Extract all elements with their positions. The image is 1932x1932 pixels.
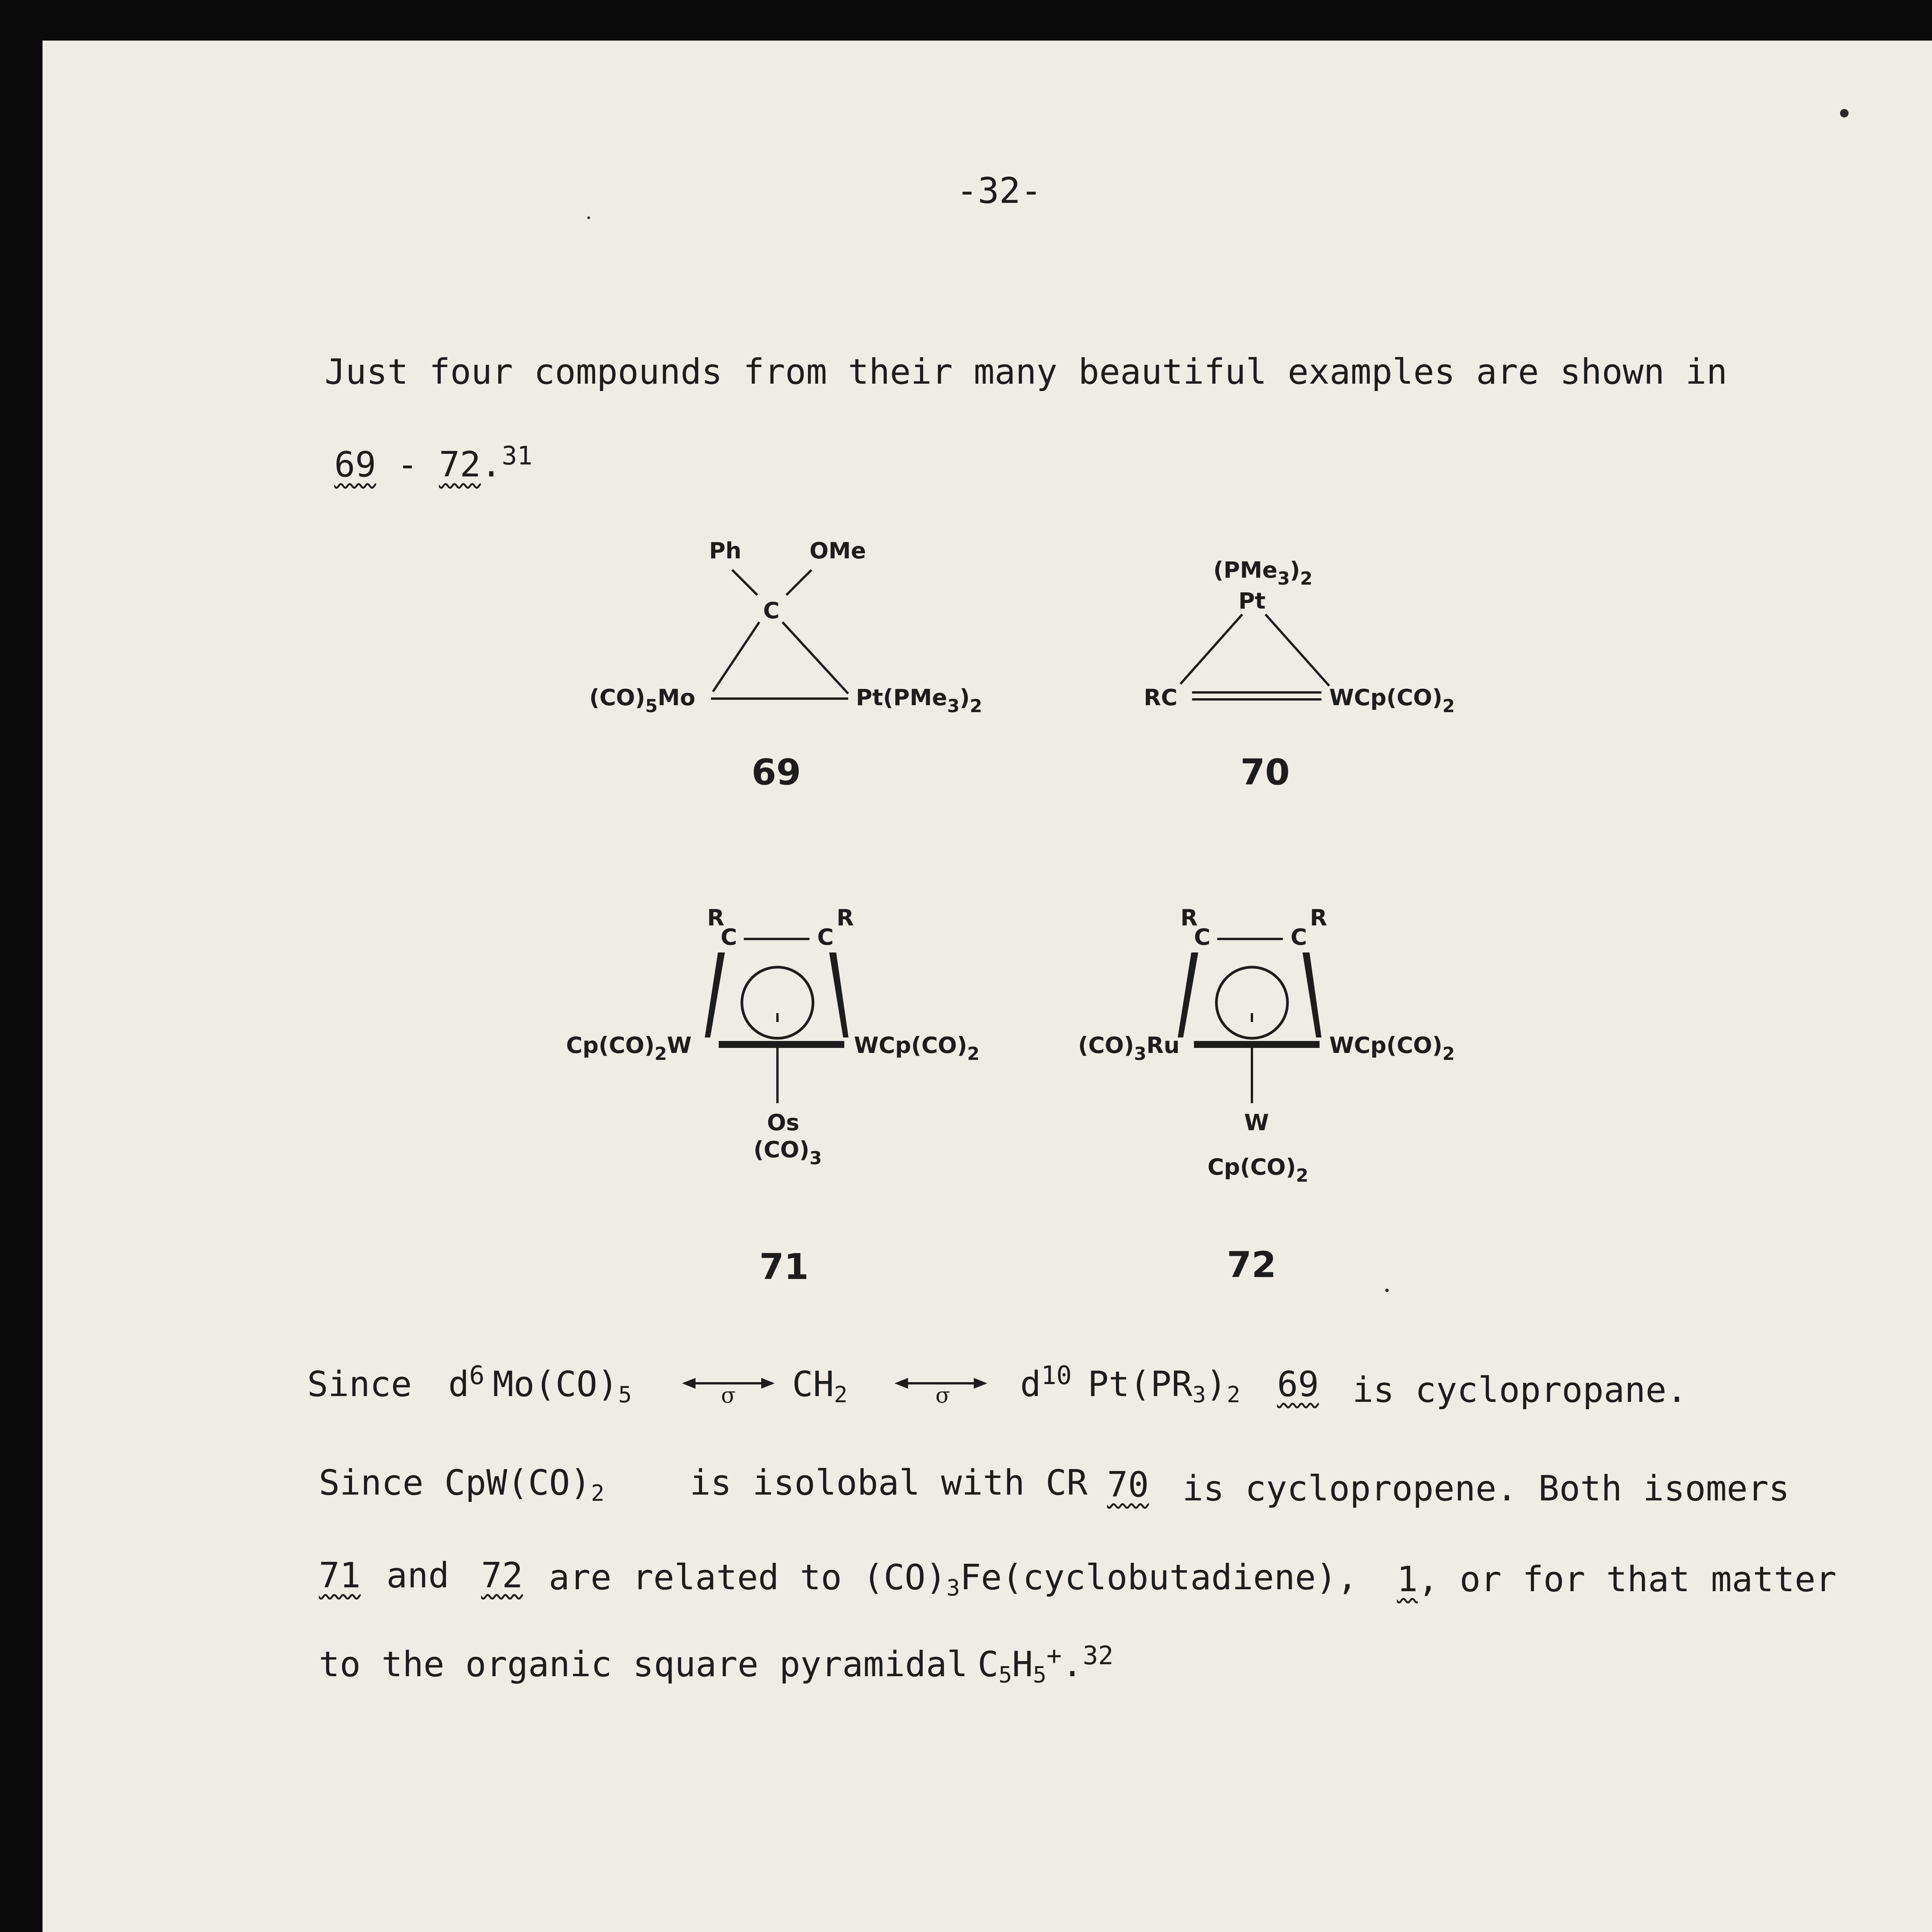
para-d6-d: d bbox=[448, 1364, 469, 1405]
s72-bond-ru-w bbox=[1194, 1041, 1320, 1048]
s72-c-right: C bbox=[1291, 924, 1307, 950]
para-line2-a bbox=[319, 1463, 605, 1506]
s70-rc: RC bbox=[1144, 684, 1178, 711]
para-line3-and: and bbox=[386, 1555, 449, 1596]
compound-label-71: 71 bbox=[759, 1246, 809, 1287]
para-line3-b bbox=[549, 1557, 1358, 1601]
ref-69: 69 bbox=[334, 444, 376, 485]
s69-right-pt: Pt(PMe bbox=[856, 684, 947, 711]
para-since-1: Since bbox=[307, 1364, 412, 1405]
s69-right-sub2: 2 bbox=[969, 696, 982, 716]
para-line3-d: , or for that matter bbox=[1418, 1559, 1837, 1600]
s72-w: W bbox=[1244, 1109, 1269, 1136]
s71-r-right: R bbox=[837, 905, 854, 931]
structure-70 bbox=[1144, 557, 1455, 793]
paper-speck bbox=[587, 216, 590, 219]
para-line2-b: is isolobal with CR bbox=[690, 1463, 1088, 1503]
s71-left-w: W bbox=[667, 1032, 692, 1058]
para-mo-co5 bbox=[493, 1364, 632, 1408]
s70-bond-pt-c bbox=[1180, 614, 1242, 684]
para-co3-text: are related to (CO) bbox=[549, 1557, 947, 1598]
s70-right-group bbox=[1329, 684, 1455, 716]
para-ref-72 bbox=[481, 1555, 523, 1596]
s71-c-left: C bbox=[721, 924, 737, 950]
s70-right-sub: 2 bbox=[1442, 696, 1455, 716]
structure-71 bbox=[566, 905, 980, 1287]
s70-pme: (PMe bbox=[1213, 557, 1278, 583]
citation-31: 31 bbox=[502, 441, 532, 471]
para-ref-1 bbox=[1397, 1559, 1837, 1600]
para-ref-69-text: 69 bbox=[1277, 1364, 1319, 1405]
s71-ring-circle bbox=[742, 967, 813, 1038]
s71-r-left: R bbox=[707, 905, 724, 931]
s69-ph: Ph bbox=[709, 537, 742, 564]
s71-right-group bbox=[854, 1032, 980, 1064]
s72-left-group bbox=[1078, 1032, 1180, 1064]
s72-left-co: (CO) bbox=[1078, 1032, 1134, 1058]
s72-wedge-left bbox=[1178, 952, 1198, 1037]
para-cpw-text: Since CpW(CO) bbox=[319, 1463, 591, 1503]
para-d10 bbox=[1020, 1361, 1072, 1405]
isolobal-symbol-1: σ bbox=[721, 1383, 736, 1408]
para-pt-pr3 bbox=[1088, 1364, 1240, 1408]
compound-label-69: 69 bbox=[752, 752, 801, 793]
para-c-text: C bbox=[978, 1644, 999, 1685]
s72-bottom-group bbox=[1208, 1154, 1308, 1186]
page-number: -32- bbox=[956, 170, 1042, 211]
para-fe-text: Fe(cyclobutadiene), bbox=[960, 1557, 1358, 1598]
s69-right-sub1: 3 bbox=[947, 696, 960, 716]
isolobal-arrow-1 bbox=[682, 1378, 775, 1408]
s69-left-co: (CO) bbox=[589, 684, 645, 711]
para-h-text: H bbox=[1012, 1644, 1033, 1685]
s70-bond-pt-w bbox=[1265, 614, 1329, 686]
s70-top-close: ) bbox=[1290, 557, 1300, 583]
s72-c-left: C bbox=[1194, 924, 1211, 950]
para-charge: + bbox=[1046, 1641, 1062, 1670]
para-line4-a: to the organic square pyramidal bbox=[319, 1644, 968, 1685]
para-cpw-sub: 2 bbox=[591, 1480, 605, 1506]
s70-top-sub2: 2 bbox=[1300, 568, 1313, 589]
para-ch-text: CH bbox=[792, 1364, 834, 1405]
s71-bond-w-w bbox=[719, 1041, 844, 1048]
s72-bottom-cpco: Cp(CO) bbox=[1208, 1154, 1296, 1180]
s71-wcp: WCp(CO) bbox=[854, 1032, 967, 1058]
para-ref-70 bbox=[1107, 1464, 1149, 1505]
paper-speck bbox=[1385, 1289, 1389, 1292]
s71-bottom-group bbox=[753, 1136, 822, 1168]
para-ref-71 bbox=[319, 1555, 361, 1596]
s71-cpco: Cp(CO) bbox=[566, 1032, 655, 1058]
s69-right-close: ) bbox=[959, 684, 970, 711]
intro-line-1: Just four compounds from their many beautiful examples are shown in bbox=[325, 352, 1728, 392]
s70-top-group bbox=[1213, 557, 1313, 589]
isolobal-symbol-2: σ bbox=[935, 1383, 951, 1408]
s72-left-ru: Ru bbox=[1146, 1032, 1180, 1058]
s71-bottom-co: (CO) bbox=[753, 1136, 810, 1163]
paper-speck bbox=[1840, 109, 1849, 117]
s69-left-group bbox=[589, 684, 695, 716]
para-pt-sub: 3 bbox=[1192, 1381, 1206, 1408]
s72-left-sub: 3 bbox=[1134, 1043, 1146, 1064]
ref-72: 72 bbox=[439, 444, 481, 485]
s71-os: Os bbox=[767, 1109, 799, 1136]
para-d6 bbox=[448, 1361, 485, 1405]
para-c-sub: 5 bbox=[998, 1662, 1012, 1688]
s69-left-metal: Mo bbox=[657, 684, 696, 711]
citation-32: 32 bbox=[1083, 1641, 1114, 1670]
para-c5h5 bbox=[978, 1641, 1114, 1688]
para-mo-text: Mo(CO) bbox=[493, 1364, 619, 1405]
para-co3-sub: 3 bbox=[946, 1575, 960, 1601]
compound-label-72: 72 bbox=[1227, 1244, 1277, 1286]
s72-bottom-sub: 2 bbox=[1296, 1165, 1308, 1186]
para-h-sub: 5 bbox=[1033, 1662, 1047, 1688]
s69-right-group bbox=[856, 684, 982, 716]
s69-bond-ph bbox=[732, 570, 757, 595]
s71-c-right: C bbox=[817, 924, 834, 950]
para-ref-69 bbox=[1277, 1364, 1319, 1405]
s72-ring-circle bbox=[1216, 967, 1287, 1038]
para-pt-text: Pt(PR bbox=[1088, 1364, 1192, 1405]
s71-left-sub: 2 bbox=[654, 1043, 667, 1064]
s72-right-sub: 2 bbox=[1442, 1043, 1455, 1064]
para-mo-sub: 5 bbox=[618, 1381, 632, 1408]
para-pt-close: ) bbox=[1206, 1364, 1227, 1405]
para-line1-end: is cyclopropane. bbox=[1352, 1370, 1687, 1410]
s69-carbon: C bbox=[763, 597, 780, 624]
s71-left-group bbox=[566, 1032, 692, 1064]
s71-wedge-left bbox=[705, 952, 725, 1037]
s69-bond-c-pt bbox=[782, 622, 848, 694]
compound-label-70: 70 bbox=[1240, 752, 1290, 793]
para-ref-70-text: 70 bbox=[1107, 1464, 1149, 1505]
s69-bond-ome bbox=[786, 570, 811, 595]
s72-r-right: R bbox=[1310, 905, 1327, 931]
s71-wedge-right bbox=[829, 952, 849, 1037]
s71-right-sub: 2 bbox=[967, 1043, 980, 1064]
para-d10-sup: 10 bbox=[1041, 1361, 1072, 1390]
isolobal-arrow-2 bbox=[895, 1378, 987, 1408]
para-ref-72-text: 72 bbox=[481, 1555, 523, 1596]
para-line2-c: is cyclopropene. Both isomers bbox=[1182, 1468, 1790, 1509]
para-pt-sub2: 2 bbox=[1227, 1381, 1240, 1408]
s69-left-sub: 5 bbox=[645, 696, 658, 716]
para-d6-sup: 6 bbox=[469, 1361, 485, 1390]
s70-top-sub1: 3 bbox=[1277, 568, 1290, 589]
s71-bottom-sub: 3 bbox=[809, 1148, 822, 1168]
structure-72 bbox=[1078, 905, 1455, 1286]
intro-period: . bbox=[481, 444, 502, 485]
para-ref-71-text: 71 bbox=[319, 1555, 361, 1596]
para-ch2 bbox=[792, 1364, 848, 1408]
para-ref-1-text: 1 bbox=[1397, 1559, 1418, 1600]
s72-right-group bbox=[1329, 1032, 1455, 1064]
s69-bond-c-mo bbox=[713, 622, 759, 692]
para-ch-sub: 2 bbox=[834, 1381, 848, 1408]
para-d10-d: d bbox=[1020, 1364, 1041, 1405]
s70-pt: Pt bbox=[1238, 588, 1266, 614]
s72-r-left: R bbox=[1180, 905, 1198, 931]
intro-dash: - bbox=[376, 444, 439, 485]
s70-wcp: WCp(CO) bbox=[1329, 684, 1442, 711]
s72-wcp: WCp(CO) bbox=[1329, 1032, 1442, 1058]
s69-ome: OMe bbox=[810, 537, 866, 564]
para-period: . bbox=[1061, 1644, 1083, 1685]
s72-wedge-right bbox=[1303, 952, 1321, 1037]
structure-69 bbox=[589, 537, 982, 793]
